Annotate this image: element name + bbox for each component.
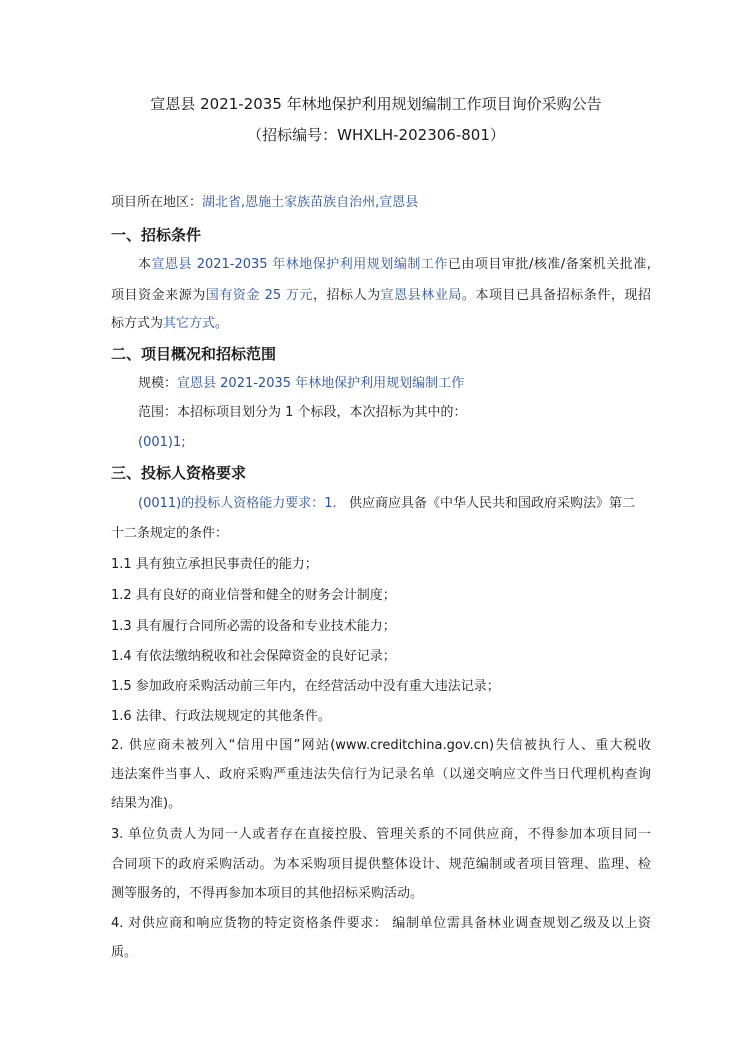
requirement-item: 1.4 有依法缴纳税收和社会保障资金的良好记录； bbox=[111, 649, 396, 664]
requirement-intro bbox=[138, 495, 651, 513]
section1-heading: 一、招标条件 bbox=[111, 226, 202, 244]
text-segment: 供应商应具备《中华人民共和国政府采购法》第二 bbox=[336, 496, 636, 511]
requirement-item: 1.6 法律、行政法规规定的其他条件。 bbox=[111, 709, 331, 724]
document-title: 宣恩县 2021-2035 年林地保护利用规划编制工作项目询价采购公告 bbox=[150, 95, 602, 113]
project-name: 宣恩县 2021-2035 年林地保护利用规划编制工作 bbox=[151, 257, 448, 272]
tenderer: 宣恩县林业局 bbox=[380, 288, 462, 303]
text-segment: 项目资金来源为 bbox=[111, 288, 206, 303]
requirement-para3-line3: 测等服务的，不得再参加本项目的其他招标采购活动。 bbox=[111, 886, 424, 901]
text-segment: 。本项目已具备招标条件，现招 bbox=[461, 288, 651, 303]
requirement-para2-line2: 违法案件当事人、政府采购严重违法失信行为记录名单（以递交响应文件当日代理机构查询 bbox=[111, 767, 651, 782]
requirement-para2-line3: 结果为准)。 bbox=[111, 796, 182, 811]
requirement-para2-line1: 2. 供应商未被列入“信用中国”网站(www.creditchina.gov.cn)失信被执行人、重大税收 bbox=[111, 738, 651, 753]
section1-line-2 bbox=[111, 287, 651, 305]
requirement-item: 1.5 参加政府采购活动前三年内，在经营活动中没有重大违法记录； bbox=[111, 679, 500, 694]
requirement-item: 1.2 具有良好的商业信誉和健全的财务会计制度； bbox=[111, 588, 396, 603]
project-scale bbox=[138, 375, 678, 393]
requirement-item: 1.1 具有独立承担民事责任的能力； bbox=[111, 557, 318, 572]
location-value: 湖北省,恩施土家族苗族自治州,宣恩县 bbox=[202, 195, 419, 210]
lot-requirement-label: (0011)的投标人资格能力要求：1. bbox=[138, 496, 337, 511]
text-segment: 标方式为 bbox=[111, 316, 164, 331]
text-segment: 已由项目审批/核准/备案机关批准, bbox=[447, 257, 651, 272]
text-segment: 。 bbox=[215, 316, 229, 331]
text-segment: ，招标人为 bbox=[312, 288, 381, 303]
project-scope: 范围：本招标项目划分为 1 个标段，本次招标为其中的： bbox=[138, 405, 467, 420]
requirement-para4-line1: 4. 对供应商和响应货物的特定资格条件要求： 编制单位需具备林业调查规划乙级及以上资 bbox=[111, 916, 651, 931]
document-subtitle: （招标编号：WHXLH-202306-801） bbox=[247, 126, 505, 144]
scale-value: 宣恩县 2021-2035 年林地保护利用规划编制工作 bbox=[177, 376, 465, 391]
requirement-item: 1.3 具有履行合同所必需的设备和专业技术能力； bbox=[111, 619, 396, 634]
tender-method: 其它方式 bbox=[163, 316, 216, 331]
lot-number: (001)1; bbox=[138, 435, 186, 450]
section1-line-3 bbox=[111, 315, 651, 333]
section1-line-1 bbox=[138, 256, 651, 274]
section2-heading: 二、项目概况和招标范围 bbox=[111, 345, 277, 363]
project-location bbox=[111, 194, 651, 212]
scale-label: 规模： bbox=[138, 376, 178, 391]
section3-heading: 三、投标人资格要求 bbox=[111, 464, 247, 482]
location-label: 项目所在地区： bbox=[111, 195, 203, 210]
requirement-intro-line2: 十二条规定的条件： bbox=[111, 526, 229, 541]
requirement-para3-line1: 3. 单位负责人为同一人或者存在直接控股、管理关系的不同供应商，不得参加本项目同一 bbox=[111, 827, 651, 842]
text-segment: 本 bbox=[138, 257, 152, 272]
fund-source: 国有资金 25 万元 bbox=[205, 288, 313, 303]
requirement-para4-line2: 质。 bbox=[111, 945, 138, 960]
requirement-para3-line2: 合同项下的政府采购活动。为本采购项目提供整体设计、规范编制或者项目管理、监理、检 bbox=[111, 857, 651, 872]
